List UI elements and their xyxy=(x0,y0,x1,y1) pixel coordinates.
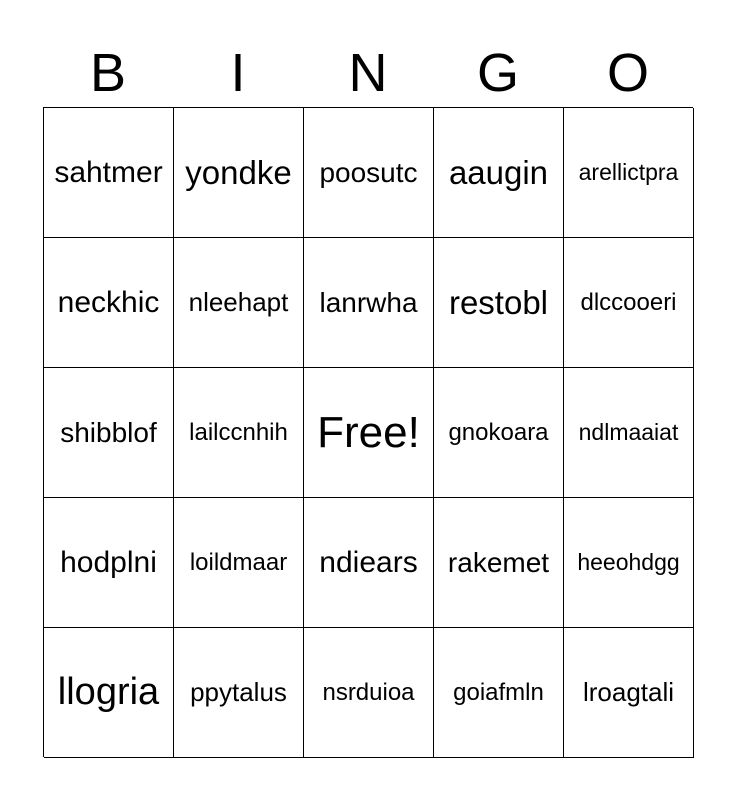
bingo-cell[interactable]: restobl xyxy=(434,238,564,368)
bingo-cell[interactable]: sahtmer xyxy=(44,108,174,238)
bingo-cell[interactable]: nsrduioa xyxy=(304,628,434,758)
header-letter-o: O xyxy=(606,43,649,103)
bingo-cell[interactable]: ndlmaaiat xyxy=(564,368,694,498)
bingo-cell[interactable]: lroagtali xyxy=(564,628,694,758)
bingo-cell[interactable]: yondke xyxy=(174,108,304,238)
bingo-cell[interactable]: arellictpra xyxy=(564,108,694,238)
free-space-cell[interactable]: Free! xyxy=(304,368,434,498)
bingo-cell[interactable]: rakemet xyxy=(434,498,564,628)
bingo-card-grid xyxy=(43,107,693,757)
bingo-cell[interactable]: neckhic xyxy=(44,238,174,368)
bingo-header xyxy=(43,40,693,106)
bingo-cell[interactable]: hodplni xyxy=(44,498,174,628)
bingo-cell[interactable]: goiafmln xyxy=(434,628,564,758)
bingo-cell[interactable]: lailccnhih xyxy=(174,368,304,498)
header-letter-b: B xyxy=(89,43,127,103)
header-letter-n: N xyxy=(348,43,388,103)
bingo-cell[interactable]: ppytalus xyxy=(174,628,304,758)
bingo-cell[interactable]: aaugin xyxy=(434,108,564,238)
bingo-cell[interactable]: shibblof xyxy=(44,368,174,498)
header-letter-i: I xyxy=(230,43,246,103)
header-letter-g: G xyxy=(476,43,519,103)
bingo-cell[interactable]: lanrwha xyxy=(304,238,434,368)
bingo-cell[interactable]: dlccooeri xyxy=(564,238,694,368)
bingo-cell[interactable]: ndiears xyxy=(304,498,434,628)
bingo-cell[interactable]: loildmaar xyxy=(174,498,304,628)
bingo-cell[interactable]: llogria xyxy=(44,628,174,758)
bingo-cell[interactable]: nleehapt xyxy=(174,238,304,368)
bingo-cell[interactable]: poosutc xyxy=(304,108,434,238)
bingo-cell[interactable]: gnokoara xyxy=(434,368,564,498)
bingo-cell[interactable]: heeohdgg xyxy=(564,498,694,628)
